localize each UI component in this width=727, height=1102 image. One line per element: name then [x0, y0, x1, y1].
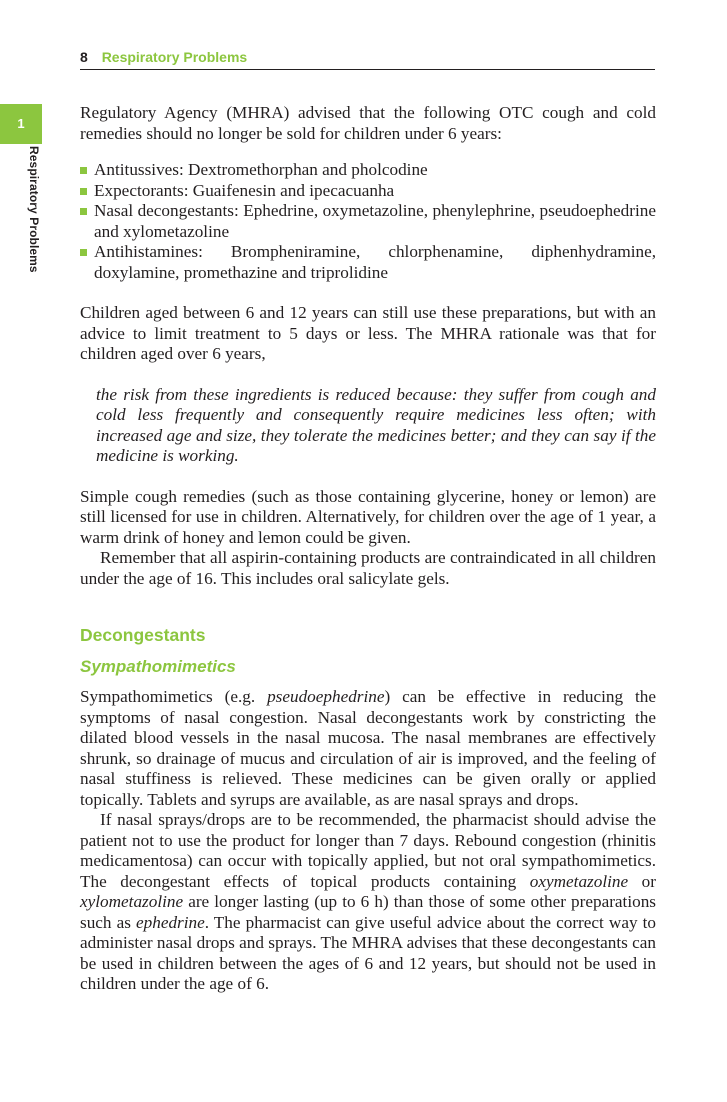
mhra-quote: the risk from these ingredients is reduced because: they suffer from cough and cold less frequently and consequently require medicines less often; with increased age and size, they tolerate the medicines better; and they can say if the medicine is working. [96, 384, 656, 465]
subsection-heading: Sympathomimetics [80, 657, 236, 676]
page-body [80, 103, 656, 995]
running-title: Respiratory Problems [101, 49, 248, 65]
bullet-square-icon [80, 188, 87, 195]
sympathomimetics-paragraph: Sympathomimetics (e.g. pseudoephedrine) can be effective in reducing the symptoms of nasal congestion. Nasal decongestants work by constricting the dilated blood vessels in the nasal mucosa. The nasal membranes are effectively shrunk, so drainage of mucus and circulation of air is improved, and the feeling of nasal stuffiness is relieved. These medicines can be given orally or applied topically. Tablets and syrups are available, as are nasal sprays and drops. [80, 687, 656, 809]
remedy-list [80, 160, 656, 283]
simple-remedies-paragraph: Simple cough remedies (such as those containing glycerine, honey or lemon) are still licensed for use in children. Alternatively, for children over the age of 1 year, a warm drink of honey and lemon could be given. [80, 486, 656, 547]
bullet-square-icon [80, 167, 87, 174]
bullet-square-icon [80, 249, 87, 256]
section-heading: Decongestants [80, 625, 206, 645]
list-item: Nasal decongestants: Ephedrine, oxymetazoline, phenylephrine, pseudoephedrine and xylometazoline [80, 201, 656, 242]
children-paragraph: Children aged between 6 and 12 years can still use these preparations, but with an advice to limit treatment to 5 days or less. The MHRA rationale was that for children aged over 6 years, [80, 303, 656, 363]
list-item: Antihistamines: Brompheniramine, chlorphenamine, diphenhydramine, doxylamine, promethazine and triprolidine [80, 242, 656, 283]
intro-paragraph: Regulatory Agency (MHRA) advised that the following OTC cough and cold remedies should no longer be sold for children under 6 years: [80, 103, 656, 143]
bullet-square-icon [80, 208, 87, 215]
list-item: Antitussives: Dextromethorphan and pholcodine [80, 160, 656, 181]
chapter-tab [0, 104, 42, 144]
chapter-number: 1 [17, 116, 25, 131]
running-header [80, 47, 655, 70]
chapter-side-label: Respiratory Problems [27, 146, 41, 273]
page-number: 8 [80, 49, 88, 65]
aspirin-paragraph: Remember that all aspirin-containing products are contraindicated in all children under the age of 16. This includes oral salicylate gels. [80, 548, 656, 588]
nasal-sprays-paragraph: If nasal sprays/drops are to be recommended, the pharmacist should advise the patient not to use the product for longer than 7 days. Rebound congestion (rhinitis medicamentosa) can occur with topically applied, but not oral sympathomimetics. The decongestant effects of topical products containing oxymetazoline or xylometazoline are longer lasting (up to 6 h) than those of some other preparations such as ephedrine. The pharmacist can give useful advice about the correct way to administer nasal drops and sprays. The MHRA advises that these decongestants can be used in children between the ages of 6 and 12 years, but should not be used in children under the age of 6. [80, 810, 656, 993]
list-item: Expectorants: Guaifenesin and ipecacuanha [80, 181, 656, 202]
